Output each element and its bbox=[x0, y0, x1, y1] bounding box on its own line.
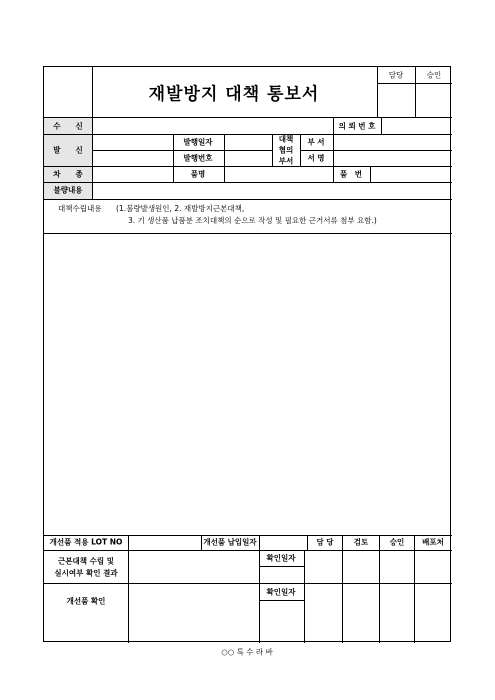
bottom-review-label: 검토 bbox=[353, 537, 369, 547]
delivery-date-label: 개선품 납입일자 bbox=[203, 537, 257, 547]
line-bottom-top bbox=[44, 535, 452, 536]
line-confirm-2 bbox=[259, 600, 304, 601]
improved-check-label: 개선품 확인 bbox=[66, 596, 106, 606]
page-title: 재발방지 대책 통보서 bbox=[148, 84, 320, 105]
line-bottom-label bbox=[128, 535, 129, 643]
line-header-right bbox=[377, 67, 378, 118]
measure-dept-label-2: 협의 bbox=[278, 145, 294, 155]
confirm-date-label-2: 확인일자 bbox=[266, 587, 296, 597]
line-issue-right bbox=[224, 134, 225, 182]
line-header-bottom bbox=[44, 117, 452, 118]
line-row-4 bbox=[44, 199, 452, 200]
result-label-2: 실시여부 확인 결과 bbox=[54, 568, 118, 578]
approval-charge-label: 담당 bbox=[388, 70, 404, 80]
measure-dept-label-1: 대책 bbox=[278, 134, 294, 144]
plan-label: 대책수립내용 bbox=[58, 204, 102, 213]
signature-label: 서 명 bbox=[307, 153, 325, 163]
part-name-label: 품명 bbox=[190, 169, 206, 179]
line-partno-right bbox=[370, 166, 371, 182]
result-label-1: 근본대책 수립 및 bbox=[58, 556, 114, 566]
vehicle-label: 차 종 bbox=[53, 169, 83, 179]
bottom-charge-label: 담 당 bbox=[316, 537, 334, 547]
dept-label: 부 서 bbox=[307, 137, 325, 147]
line-issue-left bbox=[173, 134, 174, 182]
line-row-1 bbox=[44, 134, 452, 135]
request-no-label: 의 뢰 번 호 bbox=[338, 121, 376, 131]
sender-label: 발 신 bbox=[53, 145, 83, 155]
line-header-left bbox=[92, 67, 93, 118]
line-request-right bbox=[381, 118, 382, 134]
issue-date-label: 발행일자 bbox=[183, 137, 213, 147]
line-bottom-confirm-left bbox=[259, 535, 260, 643]
receiver-label: 수 신 bbox=[53, 121, 83, 131]
line-bottom-approve bbox=[379, 535, 380, 643]
line-sender-mid bbox=[92, 150, 272, 151]
line-bottom-row bbox=[44, 550, 452, 551]
lot-no-label: 개선품 적용 LOT NO bbox=[49, 537, 123, 547]
distribution-label: 배포처 bbox=[422, 537, 444, 547]
confirm-date-label-1: 확인일자 bbox=[266, 553, 296, 563]
line-bottom-mid bbox=[44, 583, 452, 584]
part-no-label: 품 번 bbox=[340, 169, 362, 179]
approval-approve-label: 승인 bbox=[426, 70, 442, 80]
line-dept-mid bbox=[300, 150, 452, 151]
plan-note-1: (1.불량발생원인, 2. 재발방지근본대책, bbox=[116, 204, 245, 213]
company-footer: ○○ 특 수 라 바 bbox=[221, 647, 273, 657]
line-bottom-date bbox=[201, 535, 202, 550]
line-bottom-dist bbox=[414, 535, 415, 643]
notice-form bbox=[43, 66, 451, 642]
line-bottom-confirm-right bbox=[304, 550, 305, 643]
line-measure-left bbox=[272, 134, 273, 166]
line-header-mid bbox=[415, 67, 416, 118]
plan-note-2: 3. 기 생산품 납품분 조치대책의 순으로 작성 및 필요한 근거서류 첨부 요함.) bbox=[128, 216, 377, 225]
line-row-2 bbox=[44, 166, 452, 167]
bottom-approve-label: 승인 bbox=[389, 537, 405, 547]
issue-no-label: 발행번호 bbox=[183, 153, 213, 163]
line-row-3 bbox=[44, 182, 452, 183]
line-request-left bbox=[333, 118, 334, 134]
line-dept-right bbox=[333, 134, 334, 182]
line-measure-right bbox=[300, 134, 301, 166]
line-bottom-review bbox=[342, 535, 343, 643]
line-confirm-1 bbox=[259, 566, 304, 567]
line-bottom-charge bbox=[307, 535, 308, 550]
defect-label: 불량내용 bbox=[53, 185, 83, 195]
line-plan-bottom bbox=[44, 233, 452, 234]
line-label-col bbox=[92, 118, 93, 199]
measure-dept-label-3: 부서 bbox=[278, 156, 294, 166]
